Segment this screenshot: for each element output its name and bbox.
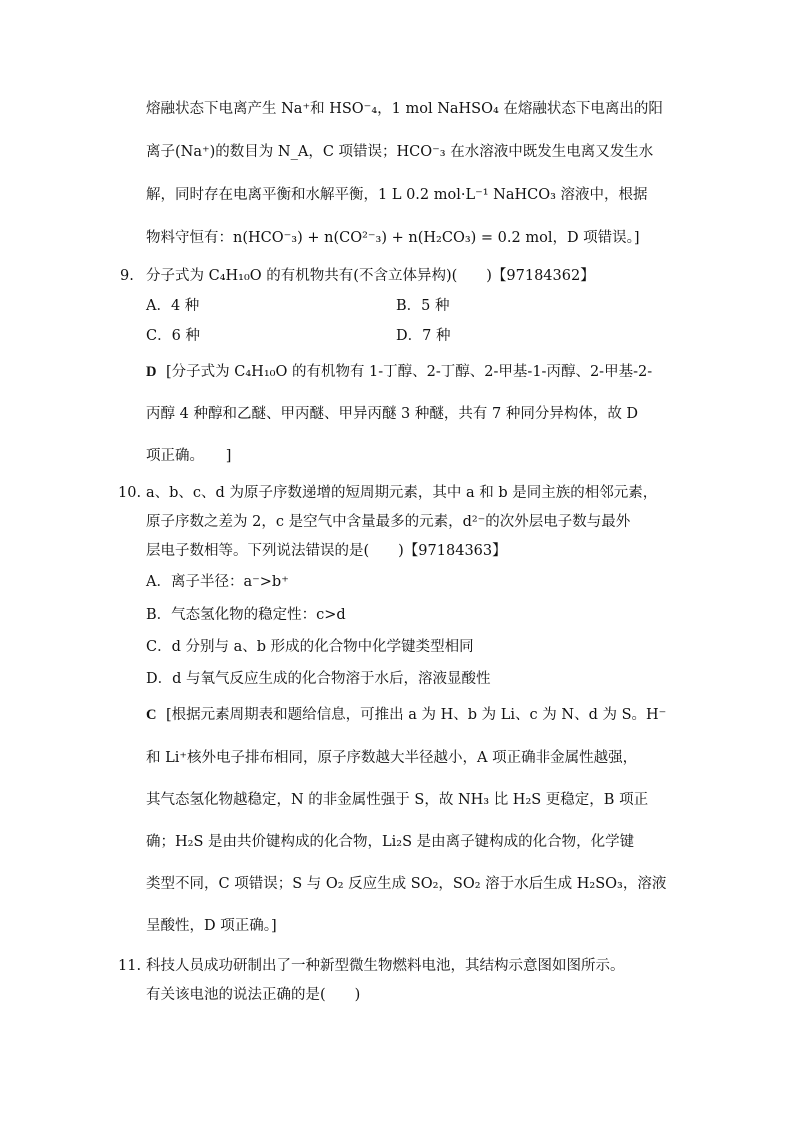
option-c: C．6 种: [146, 328, 200, 344]
explanation-line: 丙醇 4 种醇和乙醚、甲丙醚、甲异丙醚 3 种醚，共有 7 种同分异构体，故 D: [146, 406, 639, 422]
explanation-line: 确；H₂S 是由共价键构成的化合物，Li₂S 是由离子键构成的化合物，化学键: [146, 834, 635, 850]
question-stem-line: 层电子数相等。下列说法错误的是( )【97184363】: [146, 543, 507, 559]
explanation-line: [根据元素周期表和题给信息，可推出 a 为 H、b 为 Li、c 为 N、d 为 S。H⁻: [166, 707, 667, 723]
question-number: 9.: [120, 268, 134, 284]
prev-answer-line: 离子(Na⁺)的数目为 N_A，C 项错误；HCO⁻₃ 在水溶液中既发生电离又发生水: [146, 144, 654, 160]
option-b: B．5 种: [396, 298, 450, 314]
option-d: D．d 与氧气反应生成的化合物溶于水后，溶液显酸性: [146, 671, 491, 687]
option-a: A．离子半径：a⁻>b⁺: [146, 574, 289, 590]
question-stem: 分子式为 C₄H₁₀O 的有机物共有(不含立体异构)( )【97184362】: [146, 268, 595, 284]
explanation-line: 呈酸性，D 项正确。]: [146, 918, 277, 934]
prev-answer-line: 熔融状态下电离产生 Na⁺和 HSO⁻₄，1 mol NaHSO₄ 在熔融状态下电离出的阳: [146, 101, 663, 117]
question-stem-line: 有关该电池的说法正确的是( ): [146, 987, 361, 1003]
explanation-line: 其气态氢化物越稳定，N 的非金属性强于 S，故 NH₃ 比 H₂S 更稳定，B 项正: [146, 792, 649, 808]
question-stem-line: 科技人员成功研制出了一种新型微生物燃料电池，其结构示意图如图所示。: [146, 958, 625, 974]
question-stem-line: 原子序数之差为 2，c 是空气中含量最多的元素，d²⁻的次外层电子数与最外: [146, 514, 631, 530]
explanation-line: [分子式为 C₄H₁₀O 的有机物有 1-丁醇、2-丁醇、2-甲基-1-丙醇、2-甲基-2-: [166, 364, 653, 380]
prev-answer-line: 物料守恒有：n(HCO⁻₃) + n(CO²⁻₃) + n(H₂CO₃) = 0.2 mol，D 项错误。]: [146, 230, 640, 246]
question-number: 11.: [118, 958, 142, 974]
question-stem-line: a、b、c、d 为原子序数递增的短周期元素，其中 a 和 b 是同主族的相邻元素，: [146, 485, 658, 501]
answer-letter: C: [146, 707, 157, 723]
option-a: A．4 种: [146, 298, 200, 314]
explanation-line: 项正确。 ]: [146, 448, 232, 464]
explanation-line: 和 Li⁺核外电子排布相同，原子序数越大半径越小，A 项正确非金属性越强，: [146, 750, 638, 766]
prev-answer-line: 解，同时存在电离平衡和水解平衡，1 L 0.2 mol·L⁻¹ NaHCO₃ 溶液中，根据: [146, 187, 648, 203]
option-d: D．7 种: [396, 328, 451, 344]
option-b: B．气态氢化物的稳定性：c>d: [146, 607, 346, 623]
option-c: C．d 分别与 a、b 形成的化合物中化学键类型相同: [146, 639, 474, 655]
explanation-line: 类型不同，C 项错误；S 与 O₂ 反应生成 SO₂，SO₂ 溶于水后生成 H₂SO₃，溶液: [146, 876, 667, 892]
question-number: 10.: [118, 485, 142, 501]
answer-letter: D: [146, 364, 157, 380]
